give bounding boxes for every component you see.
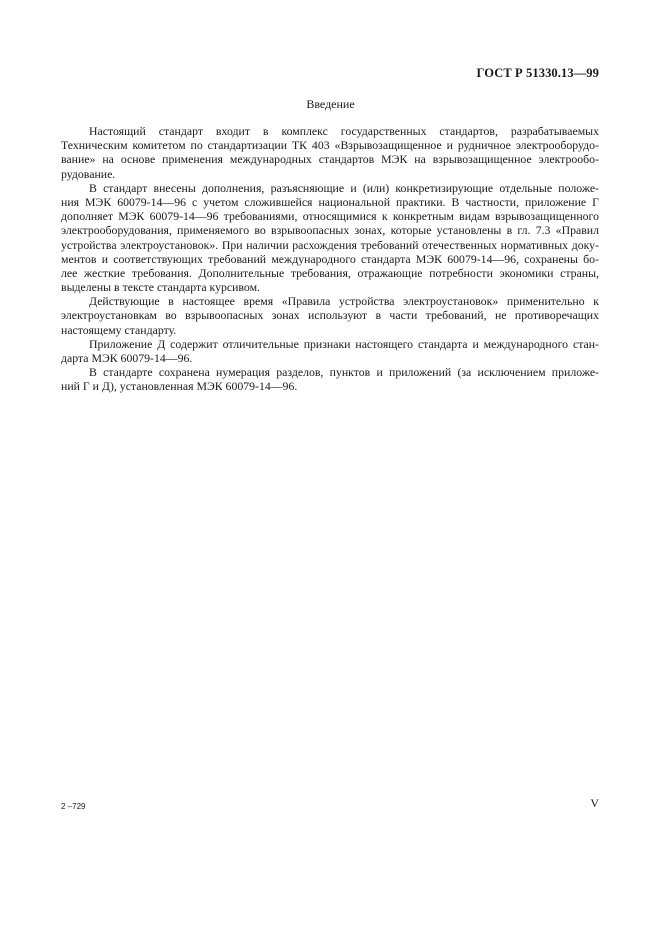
text-line: ний Г и Д), установленная МЭК 60079-14—96. (61, 379, 298, 394)
text-line: В стандарте сохранена нумерация разделов, пунктов и приложений (за исключением приложе- (89, 365, 599, 380)
paragraph (61, 365, 599, 393)
text-line: Техническим комитетом по стандартизации ТК 403 «Взрывозащищенное и рудничное электрооборудо- (61, 138, 599, 153)
document-code: ГОСТ Р 51330.13—99 (476, 66, 599, 80)
text-line: лее жесткие требования. Дополнительные требования, отражающие потребности экономики страны, (61, 265, 599, 280)
text-line: В стандарт внесены дополнения, разъясняющие и (или) конкретизирующие отдельные положе- (89, 180, 599, 195)
text-line: настоящему стандарту. (61, 322, 177, 337)
paragraph (61, 294, 599, 337)
text-line: ментов и соответствующих требований международного стандарта МЭК 60079-14—96, сохранены бо- (61, 251, 599, 266)
text-line: Приложение Д содержит отличительные признаки настоящего стандарта и международного стан- (89, 336, 599, 351)
text-line: Настоящий стандарт входит в комплекс государственных стандартов, разрабатываемых (89, 124, 599, 138)
print-mark: 2 –729 (61, 802, 86, 811)
text-line: вание» на основе применения международных стандартов МЭК на взрывозащищенное электрообо- (61, 152, 599, 167)
paragraph (61, 181, 599, 295)
text-line: электроустановкам во взрывоопасных зонах используют в части требований, не противоречащих (61, 308, 599, 323)
page-number: V (590, 796, 599, 810)
text-line: выделены в тексте стандарта курсивом. (61, 280, 261, 295)
text-line: устройства электроустановок». При наличии расхождения требований отечественных нормативных доку- (61, 237, 599, 252)
text-line: Действующие в настоящее время «Правила устройства электроустановок» применительно к (89, 294, 599, 309)
paragraph (61, 124, 599, 181)
document-body (61, 124, 599, 394)
text-line: электрооборудования, применяемого во взрывоопасных зонах, которые установлены в гл. 7.3 «Правил (61, 223, 599, 238)
text-line: рудование. (61, 166, 116, 181)
paragraph (61, 337, 599, 365)
text-line: ния МЭК 60079-14—96 с учетом сложившейся национальной практики. В частности, приложение Г (61, 194, 599, 209)
text-line: дополняет МЭК 60079-14—96 требованиями, относящимися к конкретным видам взрывозащищенного (61, 209, 599, 224)
text-line: дарта МЭК 60079-14—96. (61, 351, 193, 365)
section-title: Введение (306, 97, 355, 111)
